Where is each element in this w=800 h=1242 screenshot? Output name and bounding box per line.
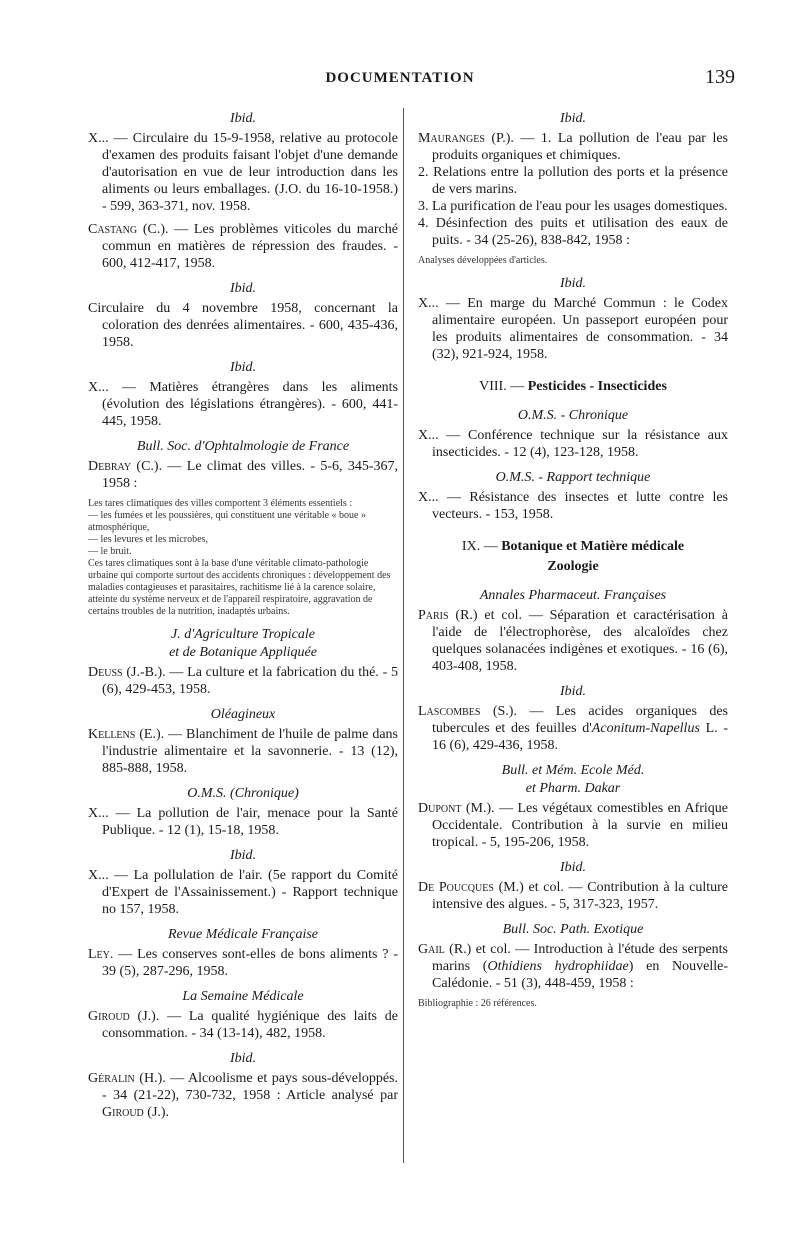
- species-name: Aconitum-Napellus: [591, 721, 700, 736]
- abstract-note: Bibliographie : 26 références.: [418, 998, 537, 1009]
- entry-text: — La culture et la fabrication du thé. - 5 (6), 429-453, 1958.: [102, 665, 398, 697]
- list-item: 3. La purification de l'eau pour les usages domestiques.: [418, 199, 728, 214]
- bibliography-entry: X... — La pollulation de l'air. (5e rapport du Comité d'Expert de l'Assainissement.) - Rapport technique no 157, 1958.: [88, 868, 398, 917]
- source-title: Oléagineux: [210, 707, 276, 722]
- section-heading: IX. — Botanique et Matière médicale Zoologie: [461, 539, 685, 574]
- entry-author: Gail (R.): [418, 942, 472, 957]
- source-title: O.M.S. - Chronique: [517, 408, 629, 423]
- entry-author: Deuss (J.-B.).: [88, 665, 166, 680]
- source-title: Bull. Soc. d'Ophtalmologie de France: [136, 439, 350, 454]
- entry-text: — Les conserves sont-elles de bons aliments ? - 39 (5), 287-296, 1958.: [102, 947, 398, 979]
- source-line: J. d'Agriculture Tropicale: [171, 627, 315, 642]
- bibliography-entry: [88, 664, 398, 698]
- note-line: — les levures et les microbes,: [88, 534, 208, 545]
- note-line: — le bruit.: [88, 546, 132, 557]
- list-item: 4. Désinfection des puits et utilisation des eaux de puits. - 34 (25-26), 838-842, 1958 :: [418, 216, 728, 248]
- source-title: Ibid.: [229, 111, 257, 126]
- section-number: VIII.: [479, 379, 507, 394]
- bibliography-entry: [418, 607, 728, 675]
- bibliography-entry: Circulaire du 4 novembre 1958, concernant la coloration des denrées alimentaires. - 600, 435-436, 1958.: [88, 301, 398, 350]
- abstract-note: [88, 498, 398, 618]
- entry-author: Giroud (J.).: [88, 1009, 160, 1024]
- entry-text: et col. — Introduction à l'étude des serpents marins (: [432, 942, 728, 974]
- entry-text: ) en Nouvelle-Calédonie. - 51 (3), 448-459, 1958 :: [432, 959, 729, 991]
- list-item: [418, 130, 728, 164]
- bibliography-entry: X... — En marge du Marché Commun : le Codex alimentaire européen. Un passeport européen pour les produits alimentaires de consommation. - 34 (32), 921-924, 1958.: [418, 296, 728, 362]
- entry-text: et col. — Contribution à la culture intensive des algues. - 5, 317-323, 1957.: [432, 880, 729, 912]
- entry-author: Debray (C.).: [88, 459, 163, 474]
- entry-author: De Poucques (M.): [418, 880, 524, 895]
- entry-author: Giroud (J.).: [102, 1105, 170, 1120]
- bibliography-entry: [88, 946, 398, 980]
- source-title: Ibid.: [559, 684, 587, 699]
- entry-author: Mauranges (P.).: [418, 131, 514, 146]
- source-title: O.M.S. (Chronique): [187, 786, 299, 801]
- entry-author: Kellens (E.).: [88, 727, 165, 742]
- source-title: Ibid.: [229, 1051, 257, 1066]
- column-divider: [403, 108, 404, 1163]
- bibliography-entry: X... — Conférence technique sur la résistance aux insecticides. - 12 (4), 123-128, 1958.: [418, 428, 728, 460]
- entry-text: — La qualité hygiénique des laits de consommation. - 34 (13-14), 482, 1958.: [102, 1009, 398, 1041]
- note-line: Les tares climatiques des villes comportent 3 éléments essentiels :: [88, 498, 353, 509]
- source-title: Ibid.: [229, 360, 257, 375]
- source-title: Ibid.: [229, 848, 257, 863]
- entry-author: Dupont (M.).: [418, 801, 495, 816]
- section-title: Pesticides - Insecticides: [527, 379, 667, 394]
- source-title: Ibid.: [559, 860, 587, 875]
- entry-text: L. - 16 (6), 429-436, 1958.: [432, 721, 729, 753]
- source-title: O.M.S. - Rapport technique: [495, 470, 651, 485]
- numbered-list: [418, 130, 728, 249]
- running-header: DOCUMENTATION: [325, 70, 475, 86]
- bibliography-entry: X... — Résistance des insectes et lutte contre les vecteurs. - 153, 1958.: [418, 490, 728, 522]
- left-column: [88, 102, 398, 1127]
- source-title: Ibid.: [559, 276, 587, 291]
- source-title: Annales Pharmaceut. Françaises: [479, 588, 667, 603]
- entry-text: — Le climat des villes. - 5-6, 345-367, 1958 :: [102, 459, 399, 491]
- source-line: et Pharm. Dakar: [525, 781, 621, 796]
- bibliography-entry: [418, 800, 728, 851]
- bibliography-entry: [418, 941, 728, 992]
- bibliography-entry: X... — Matières étrangères dans les aliments (évolution des législations étrangères). - 600, 441-445, 1958.: [88, 380, 398, 429]
- bibliography-entry: [88, 726, 398, 777]
- source-title: La Semaine Médicale: [182, 989, 304, 1004]
- entry-text: — 1. La pollution de l'eau par les produits organiques et chimiques.: [432, 131, 728, 163]
- source-line: Bull. et Mém. Ecole Méd.: [501, 763, 645, 778]
- list-item: 2. Relations entre la pollution des ports et la présence de vers marins.: [418, 165, 728, 197]
- entry-text: — Les problèmes viticoles du marché commun en matières de répression des fraudes. - 600, 412-417, 1958.: [102, 222, 398, 271]
- entry-author: Castang (C.).: [88, 222, 169, 237]
- page-number: 139: [705, 66, 735, 88]
- bibliography-entry: [88, 458, 398, 492]
- source-title: Bull. Soc. Path. Exotique: [502, 922, 644, 937]
- bibliography-entry: [418, 879, 728, 913]
- bibliography-entry: [88, 1070, 398, 1121]
- section-title: Botanique et Matière médicale: [501, 539, 685, 554]
- species-name: Othidiens hydrophiidae: [487, 959, 629, 974]
- bibliography-entry: X... — La pollution de l'air, menace pour la Santé Publique. - 12 (1), 15-18, 1958.: [88, 806, 398, 838]
- note-line: — les fumées et les poussières, qui constituent une véritable « boue » atmosphérique,: [88, 510, 366, 533]
- entry-text: — Blanchiment de l'huile de palme dans l'industrie alimentaire et la savonnerie. - 13 (12), 885-888, 1958.: [102, 727, 398, 776]
- note-line: Ces tares climatiques sont à la base d'une véritable climato-pathologie urbaine qui comporte surtout des accidents chroniques : développement des maladies contagieuses et parasitaires, rachitisme lié à la carence solaire, atteinte du système nerveux et de l'appareil respiratoire, aggravation de certains troubles de la nutrition, inadaptés urbains.: [88, 558, 391, 617]
- bibliography-entry: X... — Circulaire du 15-9-1958, relative au protocole d'examen des produits faisant l'objet d'une demande d'autorisation en vue de leur introduction dans les aliments ou leurs emballages. (J.O. du 16-10-1958.) - 599, 363-371, nov. 1958.: [88, 131, 398, 214]
- section-number: IX.: [461, 539, 481, 554]
- source-title: [418, 762, 728, 798]
- section-subtitle: Zoologie: [547, 559, 599, 574]
- source-title: Ibid.: [559, 111, 587, 126]
- bibliography-entry: [88, 1008, 398, 1042]
- source-title: Ibid.: [229, 281, 257, 296]
- entry-text: — Les acides organiques des tubercules et des feuilles d': [432, 704, 728, 736]
- entry-author: Paris (R.): [418, 608, 478, 623]
- entry-text: — Alcoolisme et pays sous-développés. - 34 (21-22), 730-732, 1958 : Article analysé par: [102, 1071, 398, 1103]
- bibliography-entry: [88, 221, 398, 272]
- section-heading: VIII. — Pesticides - Insecticides: [479, 379, 667, 394]
- entry-text: — Les végétaux comestibles en Afrique Occidentale. Contribution à la survie en milieu tropical. - 5, 195-206, 1958.: [432, 801, 728, 850]
- source-title: [88, 626, 398, 662]
- bibliography-entry: [418, 703, 728, 754]
- entry-author: Lascombes (S.).: [418, 704, 517, 719]
- abstract-note: Analyses développées d'articles.: [418, 255, 548, 266]
- entry-author: Géralin (H.).: [88, 1071, 166, 1086]
- source-title: Revue Médicale Française: [167, 927, 319, 942]
- right-column: [418, 102, 728, 1018]
- entry-text: et col. — Séparation et caractérisation à l'aide de l'électrophorèse, des alcaloïdes chez quelques solanacées indigènes et exotiques. - 16 (6), 403-408, 1958.: [432, 608, 728, 674]
- entry-author: Ley.: [88, 947, 114, 962]
- source-line: et de Botanique Appliquée: [169, 645, 317, 660]
